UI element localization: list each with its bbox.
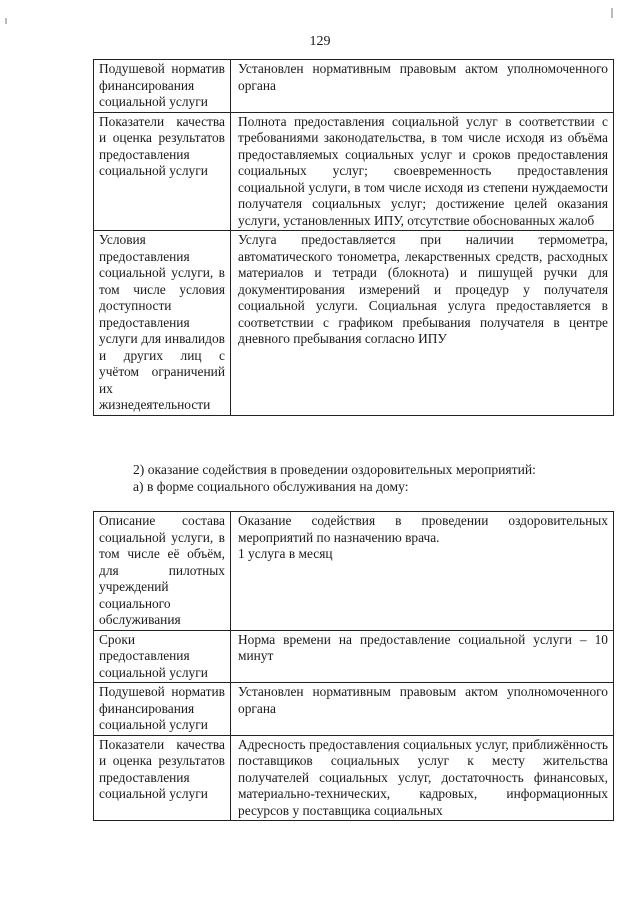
table-row bbox=[94, 112, 614, 231]
service-table-2 bbox=[93, 511, 614, 821]
row-value bbox=[231, 630, 614, 683]
table-row bbox=[94, 231, 614, 416]
table-row bbox=[94, 735, 614, 821]
row-label: Описание состава социальной услуги, в том числе её объём, для пилотных учреждений социального обслуживания bbox=[94, 512, 231, 631]
row-value-text: Полнота предоставления социальной услуг в соответствии с требованиями законодательства, в том числе исходя из объёма предоставляемых социальных услуг и сроков предоставления социальных услуг; своевременность предоставления социальной услуги, в том числе исходя из степени нуждаемости получателя социальных услуг; достижение целей оказания услуги, установленных ИПУ, отсутствие обоснованных жалоб bbox=[238, 113, 608, 228]
row-value-text: Оказание содействия в проведении оздоровительных мероприятий по назначению врача. bbox=[238, 513, 608, 545]
section-subheading: а) в форме социального обслуживания на дому: bbox=[133, 479, 409, 494]
row-value bbox=[231, 112, 614, 231]
row-value bbox=[231, 512, 614, 631]
row-value bbox=[231, 735, 614, 821]
table-row bbox=[94, 60, 614, 113]
row-value bbox=[231, 231, 614, 416]
section-heading: 2) оказание содействия в проведении оздоровительных мероприятий: bbox=[133, 462, 536, 477]
row-value bbox=[231, 683, 614, 736]
row-label: Показатели качества и оценка результатов предоставления социальной услуги bbox=[94, 112, 231, 231]
row-value-text: Установлен нормативным правовым актом уполномоченного органа bbox=[238, 684, 608, 716]
row-value-text: 1 услуга в месяц bbox=[238, 546, 333, 561]
page-number: 129 bbox=[309, 34, 331, 49]
row-value-text: Услуга предоставляется при наличии термометра, автоматического тонометра, лекарственных средств, расходных материалов и тетради (блокнота) и пишущей ручки для документирования измерений и процедур у получателя социальной услуги. Социальная услуга предоставляется в соответствии с графиком пребывания получателя в центре дневного пребывания согласно ИПУ bbox=[238, 232, 608, 346]
table-row bbox=[94, 630, 614, 683]
table-row bbox=[94, 512, 614, 631]
row-value bbox=[231, 60, 614, 113]
row-label: Подушевой норматив финансирования социальной услуги bbox=[94, 60, 231, 113]
scan-mark bbox=[611, 8, 613, 18]
service-table-1 bbox=[93, 59, 614, 416]
row-label: Подушевой норматив финансирования социальной услуги bbox=[94, 683, 231, 736]
row-value-text: Установлен нормативным правовым актом уполномоченного органа bbox=[238, 61, 608, 93]
row-value-text: Норма времени на предоставление социальной услуги – 10 минут bbox=[238, 631, 608, 663]
row-label: Сроки предоставления социальной услуги bbox=[94, 630, 231, 683]
row-value-text: Адресность предоставления социальных услуг, приближённость поставщиков социальных услуг к месту жительства получателей социальных услуг, достаточность финансовых, материально-технических, кадровых, информационных ресурсов у поставщика социальных bbox=[238, 736, 608, 818]
row-label: Условия предоставления социальной услуги, в том числе условия доступности предоставления услуги для инвалидов и других лиц с учётом ограничений их жизнедеятельности bbox=[94, 231, 231, 416]
table-row bbox=[94, 683, 614, 736]
scan-mark bbox=[5, 18, 7, 24]
row-label: Показатели качества и оценка результатов предоставления социальной услуги bbox=[94, 735, 231, 821]
